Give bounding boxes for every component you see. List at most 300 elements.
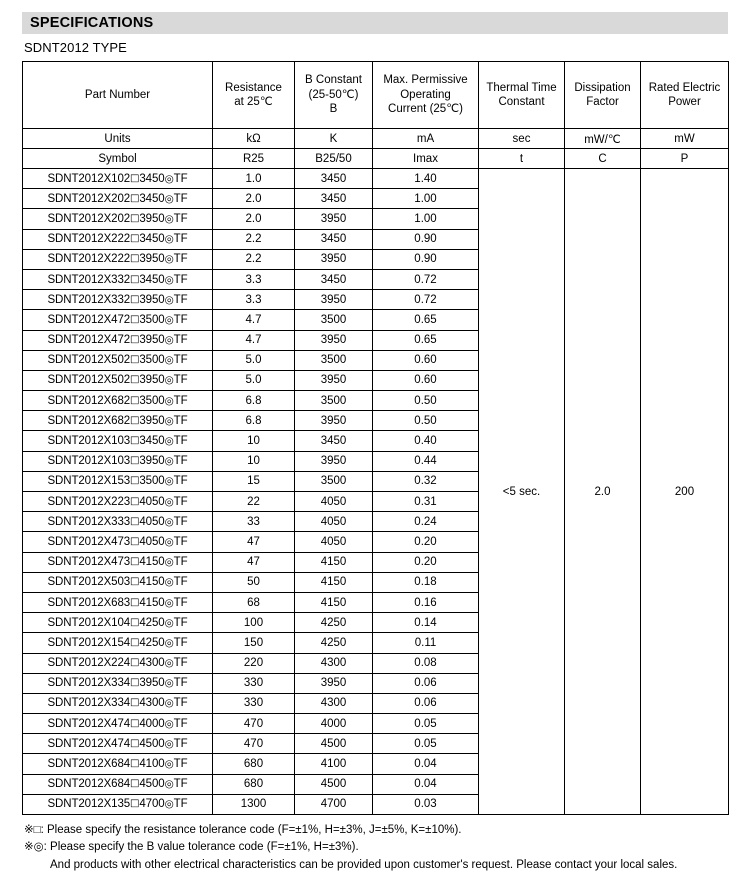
cell-b-constant: 4150 <box>295 572 373 592</box>
cell-part-number <box>23 794 213 814</box>
cell-max-current: 0.16 <box>373 592 479 612</box>
cell-max-current: 1.40 <box>373 169 479 189</box>
cell-b-constant: 3450 <box>295 431 373 451</box>
part-suffix: TF <box>173 556 188 569</box>
double-circle-icon: ◎ <box>164 576 174 589</box>
part-suffix: TF <box>173 334 188 347</box>
part-suffix: TF <box>173 273 188 286</box>
square-icon: □ <box>130 636 140 648</box>
cell-resistance: 22 <box>213 492 295 512</box>
part-prefix: SDNT2012X334 <box>47 697 131 710</box>
part-prefix: SDNT2012X104 <box>47 616 131 629</box>
cell-resistance: 3.3 <box>213 290 295 310</box>
cell-b-constant: 4100 <box>295 754 373 774</box>
double-circle-icon: ◎ <box>164 535 174 548</box>
part-b-value: 4500 <box>139 778 165 791</box>
part-b-value: 3450 <box>139 273 165 286</box>
header-rated-electric-power <box>641 62 729 129</box>
notes-block <box>24 822 728 874</box>
part-b-value: 4050 <box>139 495 165 508</box>
part-suffix: TF <box>173 535 188 548</box>
double-circle-icon: ◎ <box>164 717 174 730</box>
part-b-value: 4100 <box>139 758 165 771</box>
part-prefix: SDNT2012X202 <box>47 212 131 225</box>
cell-b-constant: 3500 <box>295 391 373 411</box>
cell-part-number <box>23 169 213 189</box>
cell-resistance: 68 <box>213 592 295 612</box>
part-b-value: 4500 <box>139 737 165 750</box>
cell-rated-electric-power: 200 <box>641 169 729 815</box>
cell-part-number <box>23 633 213 653</box>
cell-max-current: 0.04 <box>373 774 479 794</box>
double-circle-icon: ◎ <box>164 556 174 569</box>
header-rep-line1: Rated Electric <box>648 81 721 94</box>
cell-part-number <box>23 290 213 310</box>
square-icon: □ <box>130 414 140 426</box>
cell-part-number <box>23 734 213 754</box>
cell-b-constant: 3950 <box>295 330 373 350</box>
cell-resistance: 1.0 <box>213 169 295 189</box>
cell-max-current: 0.31 <box>373 492 479 512</box>
symbol-row <box>23 149 729 169</box>
square-icon: □ <box>130 515 140 527</box>
units-resistance: kΩ <box>213 129 295 149</box>
part-b-value: 4000 <box>139 717 165 730</box>
cell-b-constant: 3950 <box>295 209 373 229</box>
double-circle-icon: ◎ <box>164 495 174 508</box>
cell-b-constant: 4050 <box>295 532 373 552</box>
part-prefix: SDNT2012X474 <box>47 717 131 730</box>
cell-resistance: 150 <box>213 633 295 653</box>
units-rated-electric-power: mW <box>641 129 729 149</box>
part-suffix: TF <box>173 737 188 750</box>
cell-max-current: 0.20 <box>373 552 479 572</box>
cell-b-constant: 4250 <box>295 613 373 633</box>
cell-dissipation-factor: 2.0 <box>565 169 641 815</box>
units-max-current: mA <box>373 129 479 149</box>
cell-max-current: 0.72 <box>373 269 479 289</box>
header-resistance <box>213 62 295 129</box>
cell-max-current: 0.50 <box>373 411 479 431</box>
part-prefix: SDNT2012X333 <box>47 515 131 528</box>
part-suffix: TF <box>173 455 188 468</box>
header-df-line2: Factor <box>586 96 619 108</box>
cell-b-constant: 3500 <box>295 350 373 370</box>
square-icon: □ <box>130 273 140 285</box>
cell-max-current: 0.14 <box>373 613 479 633</box>
units-thermal-time-constant: sec <box>479 129 565 149</box>
part-suffix: TF <box>173 798 188 811</box>
double-circle-icon: ◎ <box>164 334 174 347</box>
cell-part-number <box>23 653 213 673</box>
part-b-value: 4150 <box>139 576 165 589</box>
square-icon: □ <box>130 677 140 689</box>
part-suffix: TF <box>173 475 188 488</box>
part-b-value: 3950 <box>139 455 165 468</box>
header-b-line1: B Constant <box>305 74 362 87</box>
double-circle-icon: ◎ <box>164 515 174 528</box>
cell-part-number <box>23 693 213 713</box>
square-icon: □ <box>130 212 140 224</box>
cell-max-current: 0.72 <box>373 290 479 310</box>
part-prefix: SDNT2012X473 <box>47 556 131 569</box>
cell-resistance: 2.2 <box>213 229 295 249</box>
cell-max-current: 0.60 <box>373 370 479 390</box>
double-circle-icon: ◎ <box>164 233 174 246</box>
part-prefix: SDNT2012X502 <box>47 374 131 387</box>
part-b-value: 4050 <box>139 535 165 548</box>
part-suffix: TF <box>173 233 188 246</box>
part-prefix: SDNT2012X103 <box>47 435 131 448</box>
part-suffix: TF <box>173 374 188 387</box>
cell-b-constant: 3950 <box>295 411 373 431</box>
double-circle-icon: ◎ <box>164 758 174 771</box>
part-b-value: 3950 <box>139 677 165 690</box>
square-icon: □ <box>130 374 140 386</box>
part-suffix: TF <box>173 253 188 266</box>
part-b-value: 4150 <box>139 596 165 609</box>
square-icon: □ <box>130 737 140 749</box>
cell-max-current: 0.04 <box>373 754 479 774</box>
cell-part-number <box>23 411 213 431</box>
double-circle-icon: ◎ <box>164 455 174 468</box>
cell-part-number <box>23 714 213 734</box>
cell-b-constant: 4050 <box>295 512 373 532</box>
square-icon: □ <box>130 253 140 265</box>
double-circle-icon: ◎ <box>164 313 174 326</box>
cell-resistance: 470 <box>213 734 295 754</box>
part-b-value: 4700 <box>139 798 165 811</box>
part-prefix: SDNT2012X135 <box>47 798 131 811</box>
note-resistance-tolerance: ※□: Please specify the resistance tolerance code (F=±1%, H=±3%, J=±5%, K=±10%). <box>24 824 462 836</box>
cell-part-number <box>23 310 213 330</box>
square-icon: □ <box>130 455 140 467</box>
cell-resistance: 680 <box>213 774 295 794</box>
cell-max-current: 0.20 <box>373 532 479 552</box>
part-suffix: TF <box>173 313 188 326</box>
part-b-value: 3950 <box>139 374 165 387</box>
cell-part-number <box>23 532 213 552</box>
square-icon: □ <box>130 798 140 810</box>
cell-resistance: 680 <box>213 754 295 774</box>
cell-b-constant: 3950 <box>295 290 373 310</box>
double-circle-icon: ◎ <box>164 657 174 670</box>
double-circle-icon: ◎ <box>164 354 174 367</box>
cell-resistance: 47 <box>213 552 295 572</box>
cell-b-constant: 4500 <box>295 774 373 794</box>
part-suffix: TF <box>173 192 188 205</box>
header-max-current <box>373 62 479 129</box>
cell-resistance: 3.3 <box>213 269 295 289</box>
part-b-value: 3950 <box>139 414 165 427</box>
cell-part-number <box>23 431 213 451</box>
cell-resistance: 4.7 <box>213 310 295 330</box>
header-resistance-line2: at 25℃ <box>234 96 273 108</box>
square-icon: □ <box>130 354 140 366</box>
units-label: Units <box>23 129 213 149</box>
part-suffix: TF <box>173 354 188 367</box>
part-suffix: TF <box>173 576 188 589</box>
table-row <box>23 169 729 189</box>
double-circle-icon: ◎ <box>164 636 174 649</box>
cell-max-current: 0.90 <box>373 229 479 249</box>
cell-resistance: 2.2 <box>213 249 295 269</box>
square-icon: □ <box>130 192 140 204</box>
note-custom-products: And products with other electrical characteristics can be provided upon customer's request. Please contact your local sales. <box>50 858 678 871</box>
part-b-value: 4250 <box>139 636 165 649</box>
double-circle-icon: ◎ <box>164 192 174 205</box>
double-circle-icon: ◎ <box>164 798 174 811</box>
part-b-value: 3450 <box>139 435 165 448</box>
cell-part-number <box>23 391 213 411</box>
cell-part-number <box>23 269 213 289</box>
header-ttc-line1: Thermal Time <box>486 81 557 94</box>
part-suffix: TF <box>173 636 188 649</box>
part-prefix: SDNT2012X332 <box>47 273 131 286</box>
part-b-value: 3500 <box>139 475 165 488</box>
cell-part-number <box>23 249 213 269</box>
part-prefix: SDNT2012X332 <box>47 293 131 306</box>
cell-b-constant: 3450 <box>295 269 373 289</box>
cell-max-current: 0.24 <box>373 512 479 532</box>
cell-b-constant: 4300 <box>295 653 373 673</box>
part-b-value: 4300 <box>139 697 165 710</box>
cell-b-constant: 3450 <box>295 229 373 249</box>
cell-resistance: 6.8 <box>213 411 295 431</box>
cell-part-number <box>23 229 213 249</box>
cell-b-constant: 4500 <box>295 734 373 754</box>
double-circle-icon: ◎ <box>164 616 174 629</box>
cell-b-constant: 3950 <box>295 370 373 390</box>
part-prefix: SDNT2012X103 <box>47 455 131 468</box>
cell-max-current: 0.11 <box>373 633 479 653</box>
part-prefix: SDNT2012X473 <box>47 535 131 548</box>
part-prefix: SDNT2012X684 <box>47 758 131 771</box>
cell-part-number <box>23 572 213 592</box>
header-imax-line2: Operating <box>400 88 451 101</box>
part-suffix: TF <box>173 495 188 508</box>
part-prefix: SDNT2012X223 <box>47 495 131 508</box>
cell-resistance: 330 <box>213 693 295 713</box>
cell-max-current: 0.40 <box>373 431 479 451</box>
double-circle-icon: ◎ <box>164 697 174 710</box>
square-icon: □ <box>130 495 140 507</box>
cell-part-number <box>23 370 213 390</box>
part-prefix: SDNT2012X474 <box>47 737 131 750</box>
part-b-value: 3500 <box>139 354 165 367</box>
header-imax-line3: Current (25℃) <box>388 103 463 116</box>
header-imax-line1: Max. Permissive <box>383 74 468 87</box>
part-b-value: 4300 <box>139 657 165 670</box>
part-b-value: 3950 <box>139 293 165 306</box>
double-circle-icon: ◎ <box>164 172 174 185</box>
square-icon: □ <box>130 475 140 487</box>
part-prefix: SDNT2012X502 <box>47 354 131 367</box>
cell-max-current: 0.06 <box>373 693 479 713</box>
note-b-tolerance: ※◎: Please specify the B value tolerance code (F=±1%, H=±3%). <box>24 841 359 854</box>
cell-max-current: 0.05 <box>373 734 479 754</box>
part-prefix: SDNT2012X222 <box>47 233 131 246</box>
cell-b-constant: 4150 <box>295 592 373 612</box>
symbol-dissipation-factor: C <box>565 149 641 169</box>
cell-resistance: 4.7 <box>213 330 295 350</box>
square-icon: □ <box>130 596 140 608</box>
cell-resistance: 10 <box>213 431 295 451</box>
cell-b-constant: 4300 <box>295 693 373 713</box>
symbol-max-current: Imax <box>373 149 479 169</box>
square-icon: □ <box>130 313 140 325</box>
cell-b-constant: 3950 <box>295 249 373 269</box>
double-circle-icon: ◎ <box>164 596 174 609</box>
cell-b-constant: 3450 <box>295 169 373 189</box>
header-ttc-line2: Constant <box>498 96 545 108</box>
cell-max-current: 0.90 <box>373 249 479 269</box>
cell-b-constant: 4250 <box>295 633 373 653</box>
type-subtitle: SDNT2012 TYPE <box>24 40 127 55</box>
part-suffix: TF <box>173 515 188 528</box>
part-b-value: 4250 <box>139 616 165 629</box>
part-prefix: SDNT2012X503 <box>47 576 131 589</box>
part-prefix: SDNT2012X682 <box>47 394 131 407</box>
cell-resistance: 1300 <box>213 794 295 814</box>
double-circle-icon: ◎ <box>164 414 174 427</box>
square-icon: □ <box>130 334 140 346</box>
header-part-number: Part Number <box>23 62 213 129</box>
part-suffix: TF <box>173 758 188 771</box>
cell-resistance: 33 <box>213 512 295 532</box>
double-circle-icon: ◎ <box>164 273 174 286</box>
part-b-value: 3950 <box>139 334 165 347</box>
cell-max-current: 0.65 <box>373 330 479 350</box>
cell-max-current: 0.08 <box>373 653 479 673</box>
double-circle-icon: ◎ <box>164 475 174 488</box>
cell-part-number <box>23 451 213 471</box>
square-icon: □ <box>130 657 140 669</box>
cell-part-number <box>23 471 213 491</box>
cell-resistance: 47 <box>213 532 295 552</box>
square-icon: □ <box>130 233 140 245</box>
cell-max-current: 1.00 <box>373 209 479 229</box>
cell-resistance: 100 <box>213 613 295 633</box>
cell-b-constant: 4150 <box>295 552 373 572</box>
cell-resistance: 2.0 <box>213 189 295 209</box>
square-icon: □ <box>130 293 140 305</box>
part-b-value: 3950 <box>139 212 165 225</box>
part-prefix: SDNT2012X154 <box>47 636 131 649</box>
cell-resistance: 50 <box>213 572 295 592</box>
cell-resistance: 2.0 <box>213 209 295 229</box>
cell-b-constant: 3500 <box>295 310 373 330</box>
part-b-value: 4050 <box>139 515 165 528</box>
double-circle-icon: ◎ <box>164 394 174 407</box>
double-circle-icon: ◎ <box>164 778 174 791</box>
header-resistance-line1: Resistance <box>225 81 282 94</box>
cell-part-number <box>23 592 213 612</box>
part-suffix: TF <box>173 293 188 306</box>
double-circle-icon: ◎ <box>164 737 174 750</box>
part-prefix: SDNT2012X224 <box>47 657 131 670</box>
cell-resistance: 15 <box>213 471 295 491</box>
part-suffix: TF <box>173 212 188 225</box>
cell-part-number <box>23 512 213 532</box>
symbol-label: Symbol <box>23 149 213 169</box>
cell-b-constant: 3450 <box>295 189 373 209</box>
cell-b-constant: 3500 <box>295 471 373 491</box>
part-suffix: TF <box>173 172 188 185</box>
header-b-constant <box>295 62 373 129</box>
cell-part-number <box>23 552 213 572</box>
square-icon: □ <box>130 535 140 547</box>
header-b-line2: (25-50℃) <box>308 88 359 101</box>
part-suffix: TF <box>173 778 188 791</box>
cell-resistance: 10 <box>213 451 295 471</box>
part-prefix: SDNT2012X222 <box>47 253 131 266</box>
units-dissipation-factor: mW/℃ <box>565 129 641 149</box>
cell-b-constant: 3950 <box>295 451 373 471</box>
cell-max-current: 0.44 <box>373 451 479 471</box>
part-suffix: TF <box>173 394 188 407</box>
cell-resistance: 330 <box>213 673 295 693</box>
cell-thermal-time-constant: <5 sec. <box>479 169 565 815</box>
square-icon: □ <box>130 556 140 568</box>
part-suffix: TF <box>173 657 188 670</box>
cell-part-number <box>23 209 213 229</box>
double-circle-icon: ◎ <box>164 212 174 225</box>
part-suffix: TF <box>173 677 188 690</box>
cell-part-number <box>23 189 213 209</box>
cell-max-current: 0.60 <box>373 350 479 370</box>
part-prefix: SDNT2012X472 <box>47 334 131 347</box>
square-icon: □ <box>130 616 140 628</box>
cell-max-current: 0.18 <box>373 572 479 592</box>
part-b-value: 3450 <box>139 233 165 246</box>
part-b-value: 3500 <box>139 394 165 407</box>
part-b-value: 3450 <box>139 172 165 185</box>
cell-resistance: 5.0 <box>213 370 295 390</box>
cell-max-current: 0.65 <box>373 310 479 330</box>
double-circle-icon: ◎ <box>164 374 174 387</box>
part-suffix: TF <box>173 435 188 448</box>
part-suffix: TF <box>173 717 188 730</box>
square-icon: □ <box>130 697 140 709</box>
double-circle-icon: ◎ <box>164 253 174 266</box>
cell-b-constant: 4700 <box>295 794 373 814</box>
cell-resistance: 5.0 <box>213 350 295 370</box>
symbol-rated-electric-power: P <box>641 149 729 169</box>
units-b-constant: K <box>295 129 373 149</box>
square-icon: □ <box>130 576 140 588</box>
square-icon: □ <box>130 778 140 790</box>
double-circle-icon: ◎ <box>164 677 174 690</box>
part-b-value: 3500 <box>139 313 165 326</box>
units-row <box>23 129 729 149</box>
square-icon: □ <box>130 172 140 184</box>
part-b-value: 3450 <box>139 192 165 205</box>
cell-part-number <box>23 673 213 693</box>
cell-part-number <box>23 613 213 633</box>
part-prefix: SDNT2012X102 <box>47 172 131 185</box>
cell-max-current: 0.03 <box>373 794 479 814</box>
cell-part-number <box>23 330 213 350</box>
part-prefix: SDNT2012X684 <box>47 778 131 791</box>
cell-resistance: 220 <box>213 653 295 673</box>
symbol-b-constant: B25/50 <box>295 149 373 169</box>
cell-part-number <box>23 350 213 370</box>
symbol-thermal-time-constant: t <box>479 149 565 169</box>
header-rep-line2: Power <box>668 96 701 108</box>
header-dissipation-factor <box>565 62 641 129</box>
symbol-resistance: R25 <box>213 149 295 169</box>
